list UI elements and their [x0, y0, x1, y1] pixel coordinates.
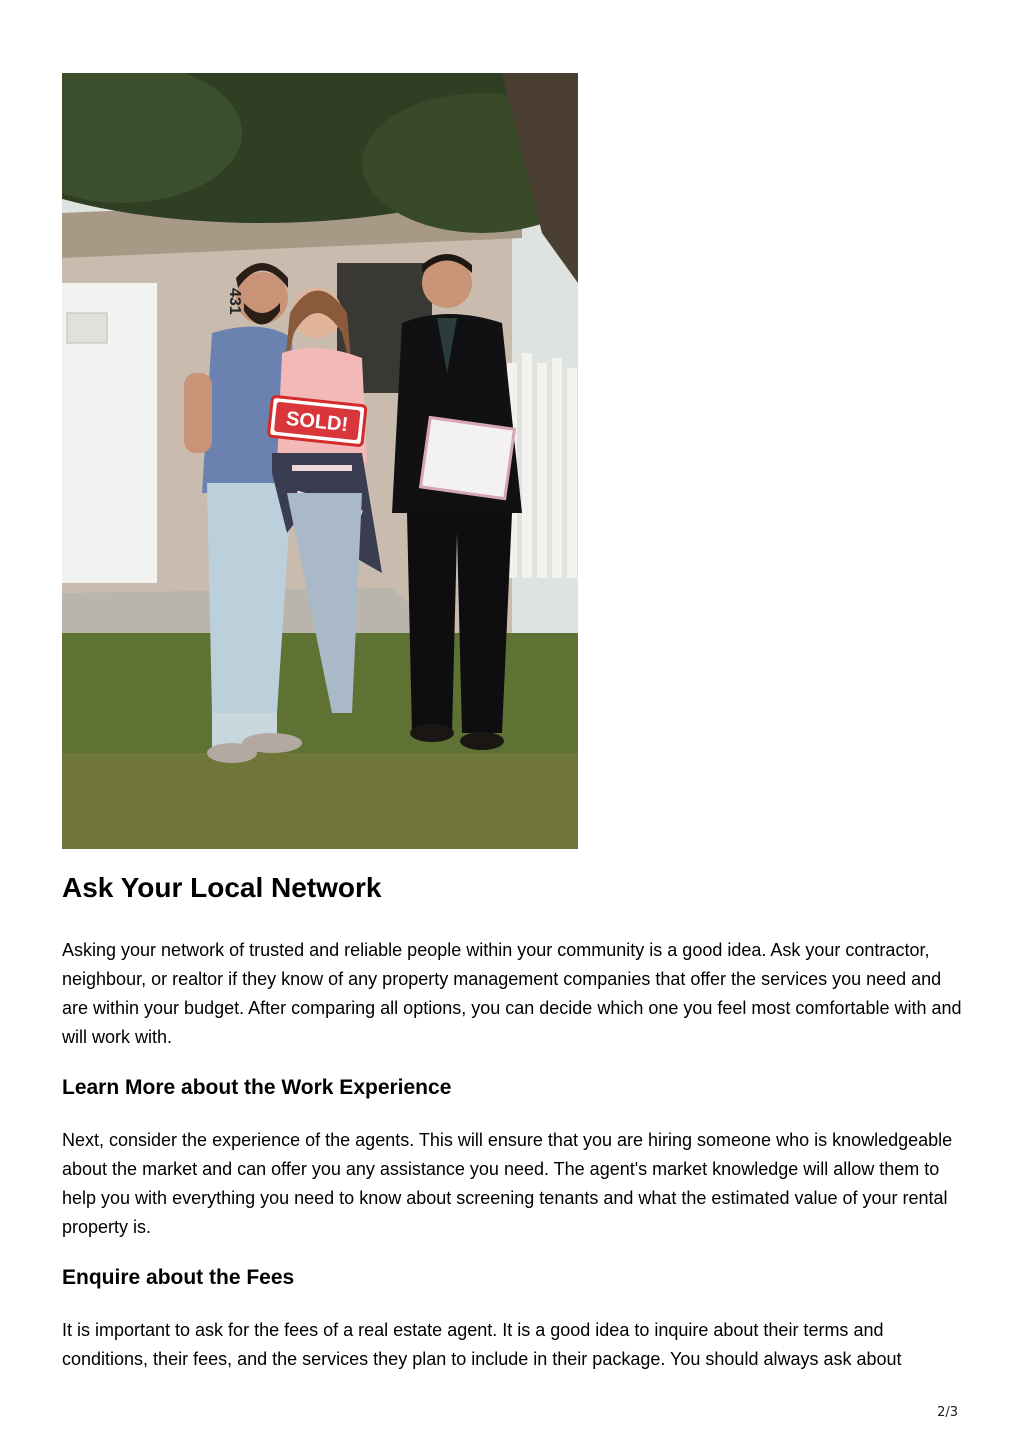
sold-house-illustration: [62, 73, 578, 849]
section-body-local-network: Asking your network of trusted and reliable people within your community is a good idea. Ask your contractor, neighbour, or realtor if they know of any property management companies that offer the services you need and are within your budget. After comparing all options, you can decide which one you feel most comfortable with and will work with.: [62, 940, 962, 1047]
hero-photo: [62, 73, 578, 849]
page-number: 2/3: [937, 1405, 958, 1420]
house-number: 431: [226, 288, 243, 315]
section-body-work-experience: Next, consider the experience of the agents. This will ensure that you are hiring someone who is knowledgeable about the market and can offer you any assistance you need. The agent's market knowledge will allow them to help you with everything you need to know about screening tenants and what the estimated value of your rental property is.: [62, 1130, 953, 1237]
section-heading-fees: Enquire about the Fees: [62, 1266, 295, 1289]
section-heading-work-experience: Learn More about the Work Experience: [62, 1076, 452, 1099]
sold-sign-text: SOLD!: [285, 407, 350, 437]
article-body: [62, 870, 972, 1396]
section-heading-local-network: Ask Your Local Network: [62, 872, 382, 903]
section-body-fees: It is important to ask for the fees of a real estate agent. It is a good idea to inquire about their terms and conditions, their fees, and the services they plan to include in their package. You should always ask about: [62, 1320, 902, 1369]
